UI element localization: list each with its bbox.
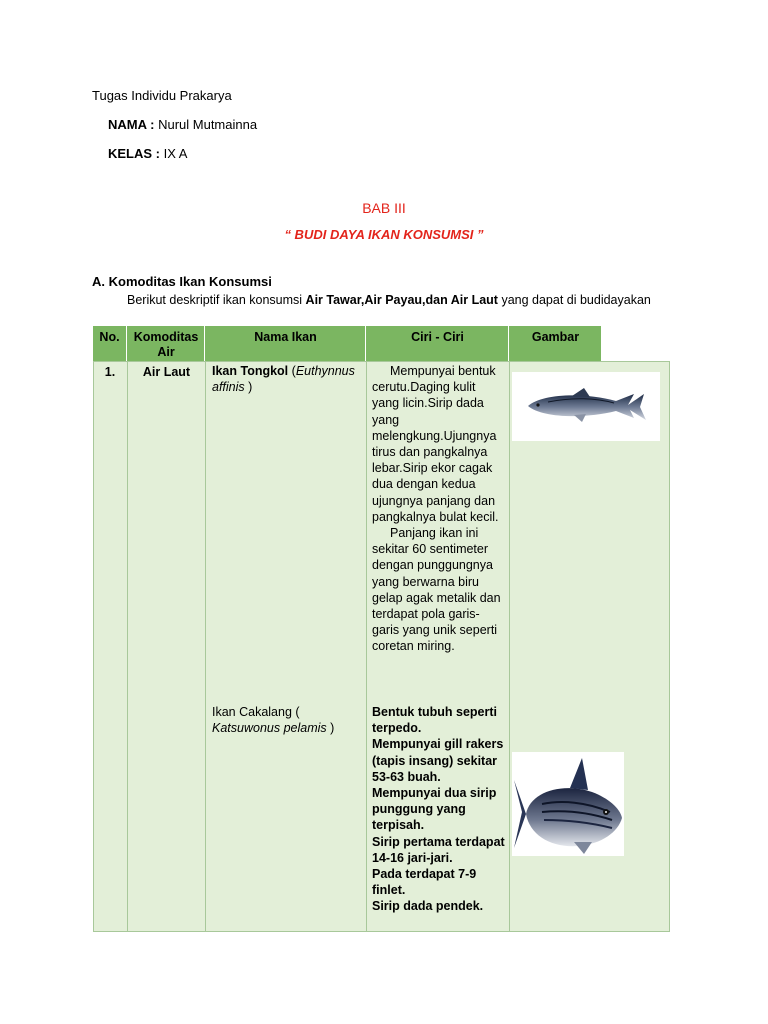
name-value: Nurul Mutmainna	[158, 117, 258, 132]
col-gambar: Gambar	[531, 330, 580, 344]
col-divider	[205, 361, 206, 932]
class-value: IX A	[163, 146, 188, 161]
fish1-common: Ikan Tongkol	[212, 364, 289, 378]
col-divider	[509, 361, 510, 932]
fish2-common: Ikan Cakalang	[212, 705, 292, 719]
fish2-description	[372, 704, 508, 915]
col-divider	[366, 361, 367, 932]
name-label: NAMA :	[108, 117, 159, 132]
intro-bold: Air Tawar,Air Payau,dan Air Laut	[305, 293, 498, 307]
chapter-number: BAB III	[362, 200, 406, 216]
fish2-latin: Katsuwonus pelamis	[212, 721, 327, 736]
tongkol-fish-image	[512, 372, 660, 441]
student-class	[108, 146, 187, 162]
fish2-desc-line: Pada terdapat 7-9 finlet.	[372, 867, 477, 898]
intro-tail: yang dapat di budidayakan	[497, 293, 651, 307]
col-nama-ikan: Nama Ikan	[206, 326, 366, 361]
tongkol-fish-icon	[512, 372, 660, 441]
fish2-desc-line: Mempunyai dua sirip punggung yang terpisah.	[372, 786, 497, 833]
cakalang-fish-image	[512, 752, 624, 856]
col-no: No.	[93, 326, 127, 361]
chapter-title: “ BUDI DAYA IKAN KONSUMSI ”	[284, 227, 484, 242]
fish1-desc-p2: Panjang ikan ini sekitar 60 sentimeter dengan punggungnya yang berwarna biru gelap agak metalik dan terdapat pola garis-garis yang unik seperti coretan miring.	[372, 526, 501, 654]
row-komoditas: Air Laut	[142, 365, 191, 379]
fish1-name: Ikan Tongkol (Euthynnus affinis )	[212, 364, 355, 395]
fish2-desc-line: Mempunyai gill rakers (tapis insang) sekitar 53-63 buah.	[372, 737, 504, 784]
fish2-desc-line: Bentuk tubuh seperti terpedo.	[372, 705, 498, 736]
row-number: 1.	[104, 365, 116, 379]
fish1-latin: Euthynnus affinis	[212, 364, 355, 395]
cakalang-fish-icon	[512, 752, 624, 856]
col-divider	[127, 361, 128, 932]
fish2-desc-line: Sirip pertama terdapat 14-16 jari-jari.	[372, 834, 505, 865]
intro-lead: Berikut deskriptif ikan konsumsi	[127, 293, 306, 307]
col-ciri: Ciri - Ciri	[367, 326, 509, 361]
student-name	[108, 117, 257, 133]
fish1-desc-p1: Mempunyai bentuk cerutu.Daging kulit yang licin.Sirip dada yang melengkung.Ujungnya tirus dan pangkalnya lebar.Sirip ekor cagak dua dengan kedua ujungnya panjang dan pangkalnya bulat kecil.	[372, 364, 499, 524]
col-komoditas: Komoditas Air	[128, 326, 205, 361]
section-intro	[127, 292, 651, 308]
class-label: KELAS :	[108, 146, 164, 161]
fish2-name: Ikan Cakalang ( Katsuwonus pelamis )	[212, 705, 335, 736]
assignment-title: Tugas Individu Prakarya	[92, 88, 232, 103]
fish2-desc-line: Sirip dada pendek.	[372, 899, 484, 914]
section-heading: A. Komoditas Ikan Konsumsi	[92, 274, 272, 289]
table-header	[93, 326, 601, 361]
fish1-description	[372, 363, 505, 655]
